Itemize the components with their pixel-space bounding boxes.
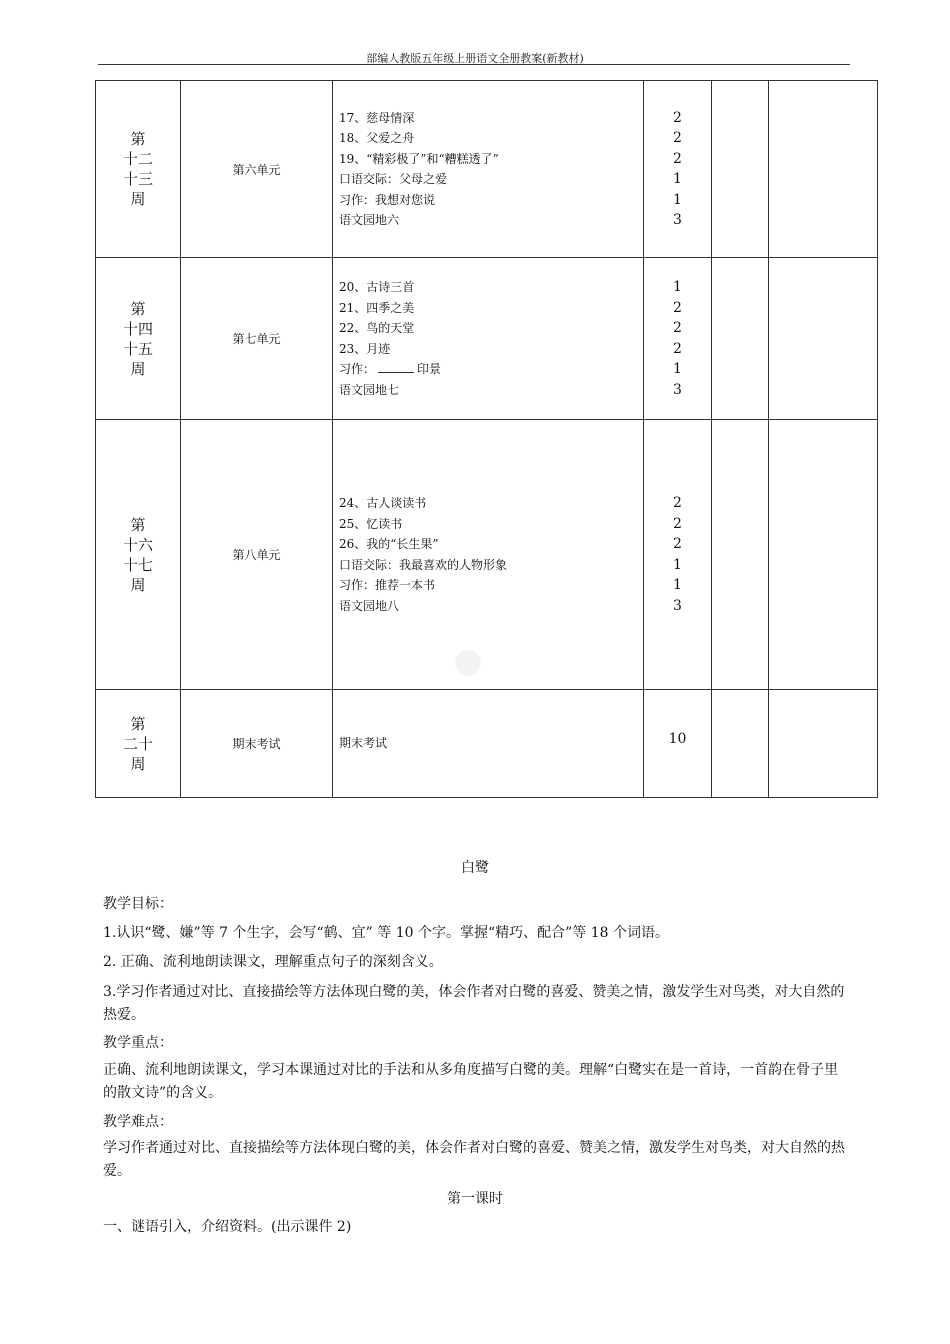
- lesson-item: 19、“精彩极了”和“糟糕透了”: [339, 151, 499, 166]
- lesson-item: 语文园地八: [339, 598, 400, 613]
- lesson-item: 习作：我想对您说: [339, 192, 436, 207]
- page-header: 部编人教版五年级上册语文全册教案(新教材): [366, 52, 584, 65]
- lesson-title: 白鹭: [461, 860, 489, 876]
- objective-item: 1.认识“鹭、嫌”等 7 个生字，会写“鹤、宜” 等 10 个字。掌握“精巧、配合”等 18 个词语。: [103, 925, 669, 941]
- week-cell: 第 十四 十五 周: [96, 258, 181, 420]
- lesson-item: 口语交际：我最喜欢的人物形象: [339, 557, 508, 572]
- empty-cell: [769, 420, 878, 690]
- lesson-item: 22、鸟的天堂: [339, 321, 415, 335]
- lesson-item: 口语交际：父母之爱: [339, 172, 448, 186]
- lessons-cell: [333, 81, 644, 258]
- step-heading: 一、谜语引入，介绍资料。(出示课件 2): [103, 1219, 352, 1235]
- lesson-item: 21、四季之美: [339, 300, 415, 315]
- lesson-item: 语文园地六: [339, 213, 400, 227]
- unit-cell: 第七单元: [181, 258, 333, 420]
- hours-cell: 2 2 2 1 1 3: [644, 81, 712, 258]
- objective-item: 3.学习作者通过对比、直接描绘等方法体现白鹭的美，体会作者对白鹭的喜爱、赞美之情，激发学生对鸟类，对大自然的热爱。: [103, 984, 845, 1023]
- table-row: [96, 258, 878, 420]
- empty-cell: [769, 690, 878, 798]
- lesson-item: 期末考试: [339, 736, 388, 751]
- lesson-item: 23、月迹: [339, 341, 391, 356]
- empty-cell: [712, 690, 769, 798]
- unit-cell: 第六单元: [181, 81, 333, 258]
- hours-cell: 1 2 2 2 1 3: [644, 258, 712, 420]
- week-cell: 第 十六 十七 周: [96, 420, 181, 690]
- table-row: [96, 690, 878, 798]
- unit-cell: 期末考试: [181, 690, 333, 798]
- header-rule: [98, 64, 850, 65]
- key-points-heading: 教学重点：: [103, 1035, 173, 1051]
- lesson-item: 25、忆读书: [339, 516, 403, 531]
- lesson-item: 17、慈母情深: [339, 110, 415, 125]
- unit-cell: 第八单元: [181, 420, 333, 690]
- lesson-item: 语文园地七: [339, 382, 400, 397]
- hours-cell: 10: [644, 690, 712, 798]
- lessons-cell: [333, 690, 644, 798]
- week-cell: 第 二十 周: [96, 690, 181, 798]
- difficulties-heading: 教学难点：: [103, 1114, 173, 1130]
- objective-item: 2. 正确、流利地朗读课文，理解重点句子的深刻含义。: [103, 954, 443, 970]
- lesson-item: 26、我的“长生果”: [339, 537, 439, 551]
- lesson-item: 习作：推荐一本书: [339, 578, 436, 592]
- empty-cell: [769, 81, 878, 258]
- empty-cell: [712, 258, 769, 420]
- lesson-item: 20、古诗三首: [339, 280, 415, 294]
- lessons-cell: [333, 258, 644, 420]
- hours-cell: 2 2 2 1 1 3: [644, 420, 712, 690]
- lesson-item: 24、古人谈读书: [339, 496, 427, 510]
- lesson-item: 18、父爱之舟: [339, 131, 415, 145]
- empty-cell: [769, 258, 878, 420]
- watermark: [455, 650, 481, 676]
- table-row: [96, 81, 878, 258]
- empty-cell: [712, 81, 769, 258]
- lessons-cell: [333, 420, 644, 690]
- fill-in-blank: [378, 360, 414, 373]
- objectives-heading: 教学目标：: [103, 896, 173, 912]
- period-title: 第一课时: [447, 1191, 503, 1207]
- lesson-item: 习作： 印景: [339, 362, 442, 376]
- difficulties-text: 学习作者通过对比、直接描绘等方法体现白鹭的美，体会作者对白鹭的喜爱、赞美之情，激发学生对鸟类，对大自然的热爱。: [103, 1140, 845, 1179]
- schedule-table: [95, 80, 878, 798]
- week-cell: 第 十二 十三 周: [96, 81, 181, 258]
- empty-cell: [712, 420, 769, 690]
- key-points-text: 正确、流利地朗读课文，学习本课通过对比的手法和从多角度描写白鹭的美。理解“白鹭实在是一首诗，一首韵在骨子里的散文诗”的含义。: [103, 1062, 839, 1101]
- table-row: [96, 420, 878, 690]
